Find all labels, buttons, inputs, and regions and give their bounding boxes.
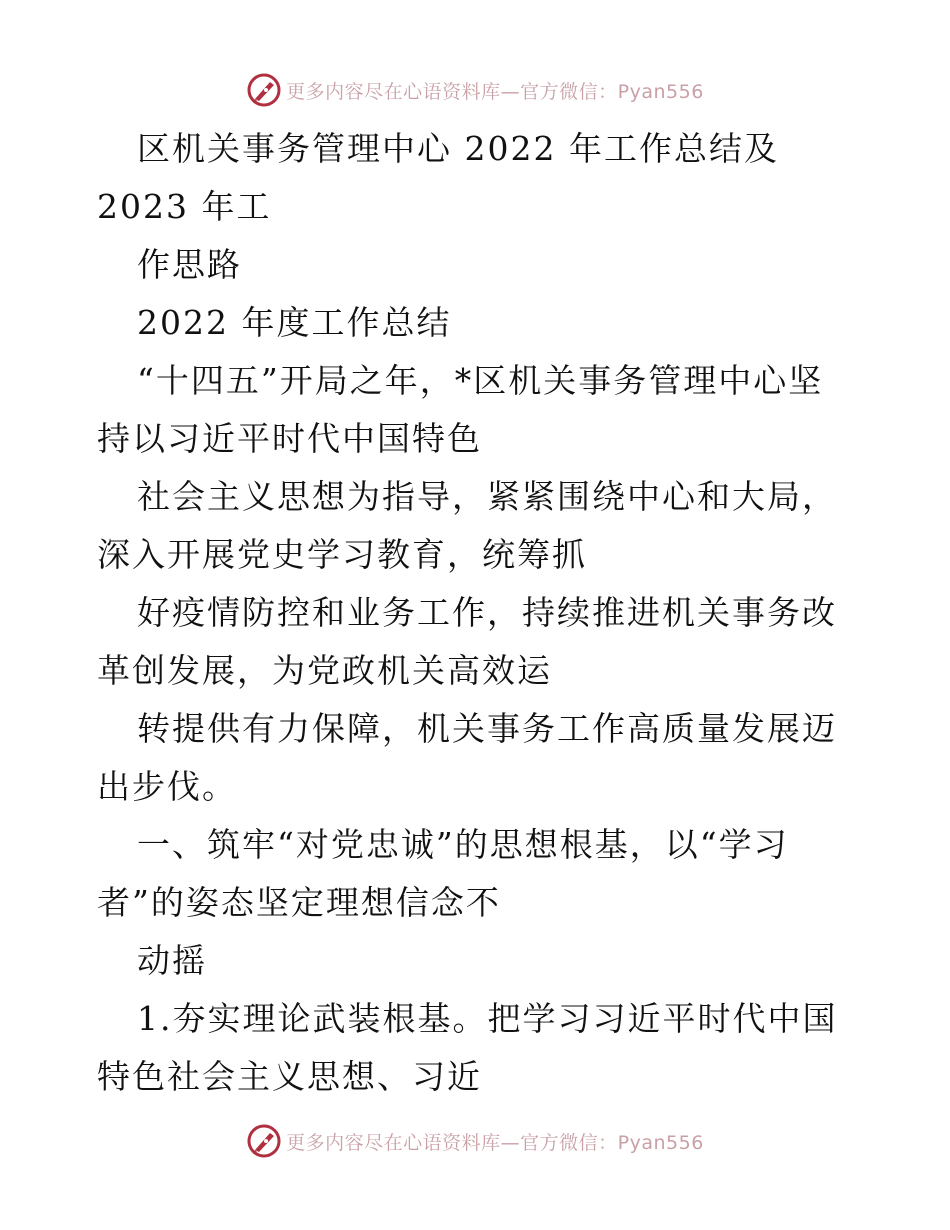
doc-line-2: 作思路 <box>137 245 242 284</box>
header-banner <box>0 70 950 110</box>
doc-line-9: 动摇 <box>137 941 207 980</box>
doc-line-7: 转提供有力保障，机关事务工作高质量发展迈出步伐。 <box>97 709 837 806</box>
doc-line-5: 社会主义思想为指导，紧紧围绕中心和大局，深入开展党史学习教育，统筹抓 <box>97 477 837 574</box>
document-body <box>97 120 857 1106</box>
doc-line-8: 一、筑牢“对党忠诚”的思想根基，以“学习者”的姿态坚定理想信念不 <box>97 825 789 922</box>
doc-line-6: 好疫情防控和业务工作，持续推进机关事务改革创发展，为党政机关高效运 <box>97 593 837 690</box>
doc-line-3: 2022 年度工作总结 <box>137 303 452 342</box>
doc-line-4: “十四五”开局之年，*区机关事务管理中心坚持以习近平时代中国特色 <box>97 361 824 458</box>
pen-logo-icon <box>246 72 282 108</box>
pen-logo-icon <box>246 1123 282 1159</box>
header-banner-text: 更多内容尽在心语资料库—官方微信：Pyan556 <box>286 80 704 103</box>
doc-line-1: 区机关事务管理中心 2022 年工作总结及 2023 年工 <box>97 129 779 226</box>
footer-banner <box>0 1121 950 1161</box>
footer-banner-text: 更多内容尽在心语资料库—官方微信：Pyan556 <box>286 1131 704 1154</box>
doc-line-10: 1.夯实理论武装根基。把学习习近平时代中国特色社会主义思想、习近 <box>97 999 838 1096</box>
